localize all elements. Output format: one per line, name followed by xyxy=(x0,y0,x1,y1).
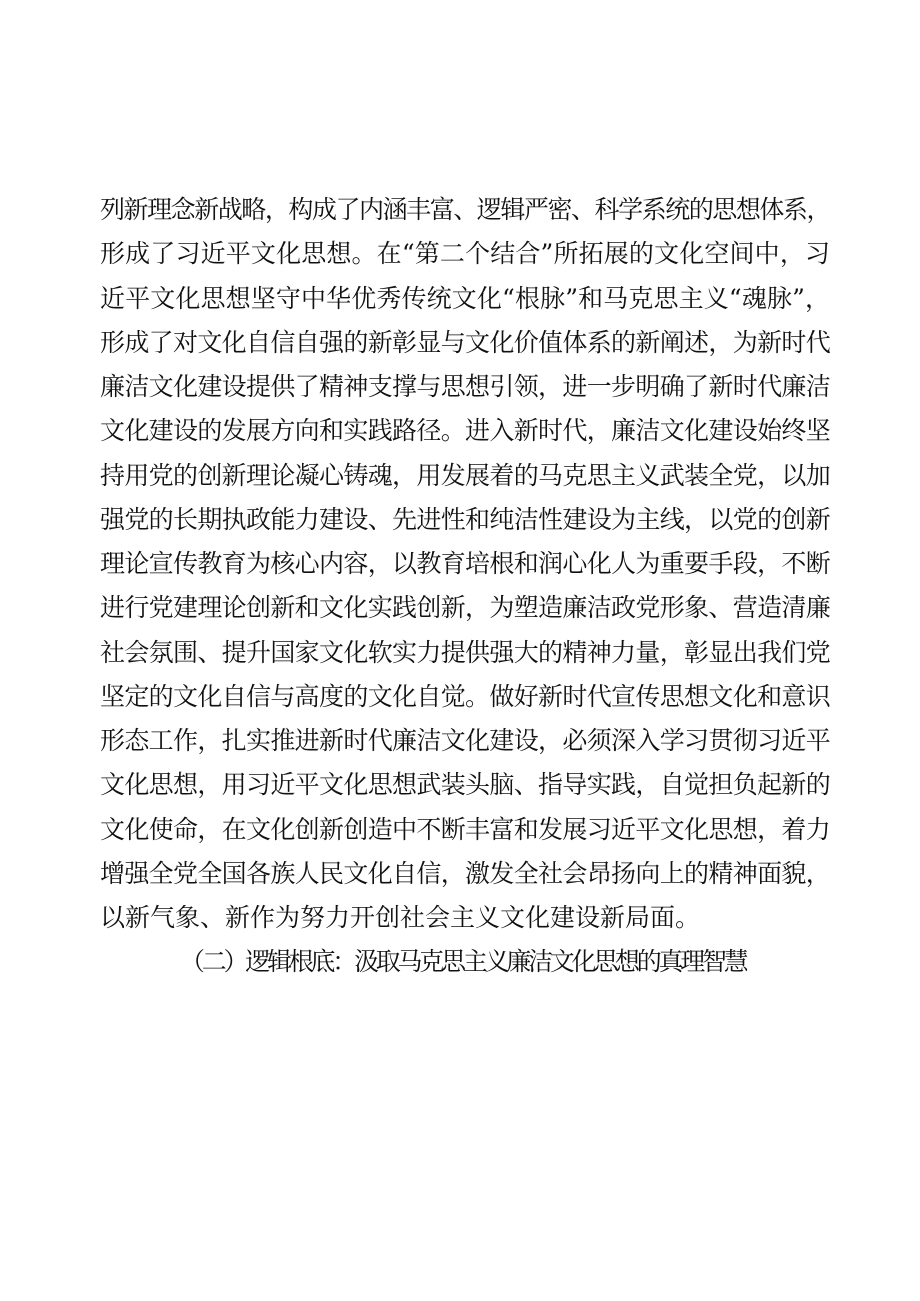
body-text xyxy=(100,188,830,985)
paragraph-line: 近平文化思想坚守中华优秀传统文化“根脉”和马克思主义“魂脉”， xyxy=(100,283,830,313)
paragraph-line: 形成了对文化自信自强的新彰显与文化价值体系的新阐述，为新时代 xyxy=(100,327,830,357)
section-heading: （二）逻辑根底：汲取马克思主义廉洁文化思想的真理智慧 xyxy=(180,947,746,977)
paragraph-line: 以新气象、新作为努力开创社会主义文化建设新局面。 xyxy=(100,903,701,932)
paragraph-line: 进行党建理论创新和文化实践创新，为塑造廉洁政党形象、营造清廉 xyxy=(100,593,830,623)
paragraph-line: 文化思想，用习近平文化思想武装头脑、指导实践，自觉担负起新的 xyxy=(100,770,830,800)
paragraph-line: 文化建设的发展方向和实践路径。进入新时代，廉洁文化建设始终坚 xyxy=(100,416,830,446)
paragraph-line: 形成了习近平文化思想。在“第二个结合”所拓展的文化空间中，习 xyxy=(100,239,830,269)
paragraph-line: 列新理念新战略，构成了内涵丰富、逻辑严密、科学系统的思想体系， xyxy=(100,195,830,224)
paragraph-line: 增强全党全国各族人民文化自信，激发全社会昂扬向上的精神面貌， xyxy=(100,858,830,888)
paragraph-line: 坚定的文化自信与高度的文化自觉。做好新时代宣传思想文化和意识 xyxy=(100,681,830,711)
paragraph-line: 廉洁文化建设提供了精神支撑与思想引领，进一步明确了新时代廉洁 xyxy=(100,372,830,401)
paragraph-line: 强党的长期执政能力建设、先进性和纯洁性建设为主线，以党的创新 xyxy=(100,504,830,534)
paragraph-line: 持用党的创新理论凝心铸魂，用发展着的马克思主义武装全党，以加 xyxy=(100,460,830,490)
paragraph-line: 文化使命，在文化创新创造中不断丰富和发展习近平文化思想，着力 xyxy=(100,814,830,844)
paragraph-line: 形态工作，扎实推进新时代廉洁文化建设，必须深入学习贯彻习近平 xyxy=(100,726,830,755)
paragraph-line: 社会氛围、提升国家文化软实力提供强大的精神力量，彰显出我们党 xyxy=(100,637,830,667)
paragraph-line: 理论宣传教育为核心内容，以教育培根和润心化人为重要手段，不断 xyxy=(100,549,830,578)
